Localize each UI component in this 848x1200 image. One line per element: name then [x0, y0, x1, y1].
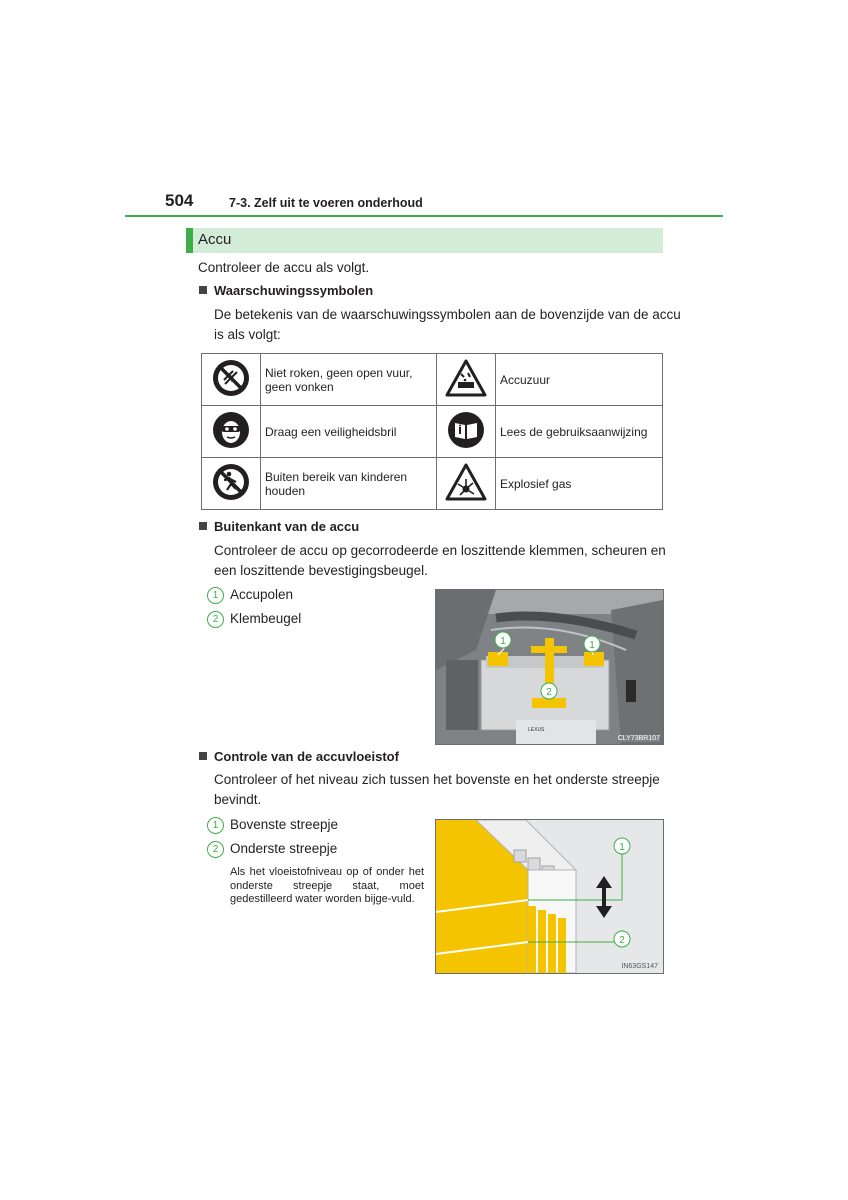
fluid-check-text: Controleer of het niveau zich tussen het bovenste en het onderste streepje bevindt.	[214, 772, 660, 807]
section-title-bar	[186, 228, 663, 253]
battery-engine-figure	[435, 589, 664, 745]
svg-text:1: 1	[500, 636, 506, 647]
svg-text:2: 2	[619, 935, 625, 946]
explosive-gas-icon	[437, 458, 496, 510]
corrosive-icon	[437, 354, 496, 406]
table-row	[202, 406, 663, 458]
battery-exterior-heading: Buitenkant van de accu	[199, 519, 359, 534]
warning-symbols-table	[201, 353, 663, 510]
children-label: Buiten bereik van kinderen houden	[261, 458, 437, 510]
svg-text:1: 1	[589, 640, 595, 651]
table-row	[202, 354, 663, 406]
bullet-square	[199, 286, 207, 294]
page-number: 504	[165, 191, 194, 210]
table-row	[202, 458, 663, 510]
fluid-level-figure	[435, 819, 664, 974]
svg-text:2: 2	[546, 687, 552, 698]
section-path: 7-3. Zelf uit te voeren onderhoud	[229, 196, 423, 210]
warning-symbols-description: De betekenis van de waarschuwingssymbolen aan de bovenzijde van de accu is als volgt:	[214, 307, 681, 342]
list-item: 1 Accupolen	[207, 583, 301, 607]
header-rule	[125, 215, 723, 217]
figure-code: CLY73BR107	[617, 735, 660, 742]
list-item: 1 Bovenste streepje	[207, 813, 338, 837]
fluid-check-callouts	[207, 813, 338, 861]
manual-label: Lees de gebruiksaanwijzing	[496, 406, 663, 458]
list-item: 2 Onderste streepje	[207, 837, 338, 861]
warning-symbols-heading: Waarschuwingssymbolen	[199, 283, 373, 298]
figure-brand: LEXUS	[528, 727, 545, 733]
bullet-square	[199, 522, 207, 530]
bullet-square	[199, 752, 207, 760]
acid-label: Accuzuur	[496, 354, 663, 406]
keep-away-children-icon	[202, 458, 261, 510]
no-smoking-icon	[202, 354, 261, 406]
section-title: Accu	[198, 231, 232, 248]
title-accent	[186, 228, 193, 253]
goggles-label: Draag een veiligheidsbril	[261, 406, 437, 458]
intro-text: Controleer de accu als volgt.	[198, 260, 370, 275]
figure-code: IN63GS147	[621, 963, 658, 970]
fluid-check-heading: Controle van de accuvloeistof	[199, 749, 399, 764]
fluid-note: Als het vloeistofniveau op of onder het onderste streepje staat, moet gedestilleerd water worden bijge-vuld.	[230, 866, 424, 905]
manual-icon	[437, 406, 496, 458]
battery-exterior-callouts	[207, 583, 301, 631]
no-smoking-label: Niet roken, geen open vuur, geen vonken	[261, 354, 437, 406]
safety-goggles-icon	[202, 406, 261, 458]
svg-text:1: 1	[619, 842, 625, 853]
explosive-label: Explosief gas	[496, 458, 663, 510]
battery-exterior-text: Controleer de accu op gecorrodeerde en loszittende klemmen, scheuren en een loszittende bevestigingsbeugel.	[214, 543, 666, 578]
list-item: 2 Klembeugel	[207, 607, 301, 631]
